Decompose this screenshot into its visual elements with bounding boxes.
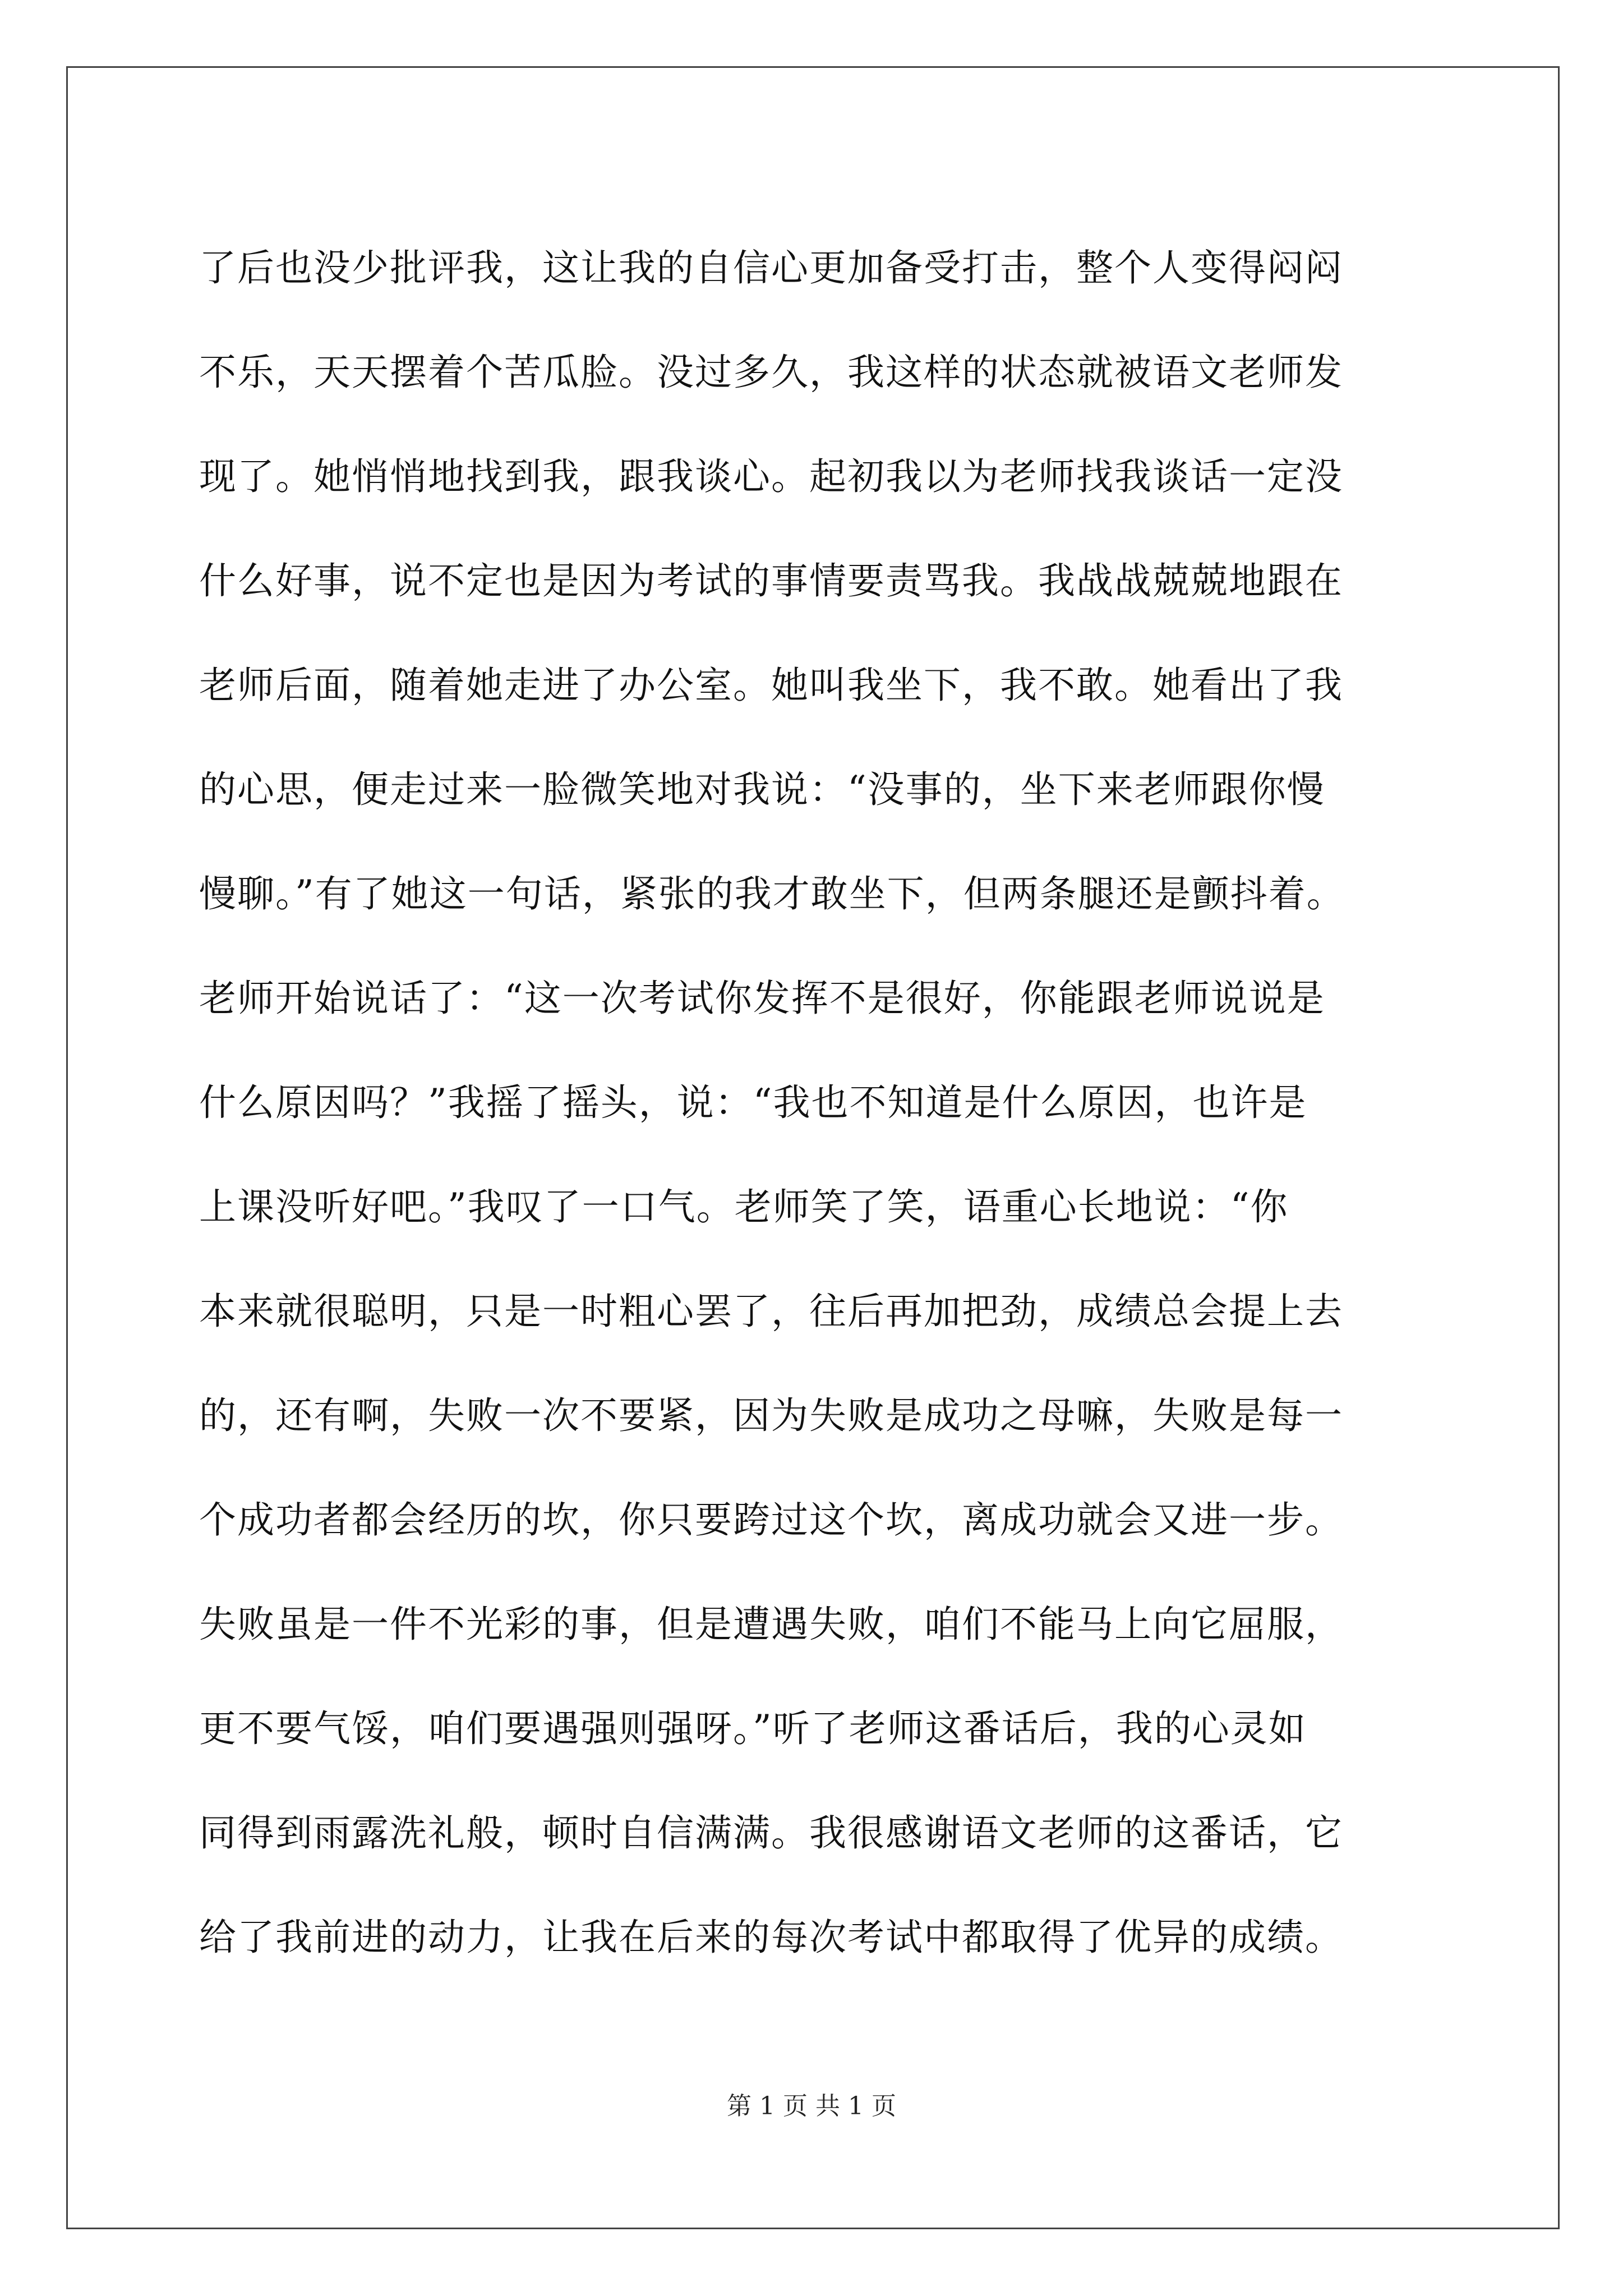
text-line: 个成功者都会经历的坎，你只要跨过这个坎，离成功就会又进一步。: [199, 1498, 1343, 1542]
essay-body: [199, 216, 1433, 1990]
text-line: 老师后面，随着她走进了办公室。她叫我坐下，我不敢。她看出了我: [199, 664, 1343, 707]
text-line: 不乐，天天摆着个苦瓜脸。没过多久，我这样的状态就被语文老师发: [199, 351, 1343, 394]
text-line: 什么好事，说不定也是因为考试的事情要责骂我。我战战兢兢地跟在: [199, 559, 1343, 602]
text-line: 的，还有啊，失败一次不要紧，因为失败是成功之母嘛，失败是每一: [199, 1394, 1343, 1437]
text-line: 了后也没少批评我，这让我的自信心更加备受打击，整个人变得闷闷: [199, 246, 1343, 289]
text-line: 的心思，便走过来一脸微笑地对我说：“没事的，坐下来老师跟你慢: [199, 768, 1325, 811]
page-number-footer: 第 1 页 共 1 页: [727, 2092, 896, 2120]
text-line: 同得到雨露洗礼般，顿时自信满满。我很感谢语文老师的这番话，它: [199, 1811, 1343, 1855]
text-line: 失败虽是一件不光彩的事，但是遭遇失败，咱们不能马上向它屈服，: [199, 1603, 1343, 1646]
text-line: 上课没听好吧。”我叹了一口气。老师笑了笑，语重心长地说：“你: [199, 1185, 1289, 1228]
text-line: 慢聊。”有了她这一句话，紧张的我才敢坐下，但两条腿还是颤抖着。: [199, 872, 1345, 915]
text-line: 什么原因吗？”我摇了摇头，说：“我也不知道是什么原因，也许是: [199, 1081, 1307, 1124]
text-line: 现了。她悄悄地找到我，跟我谈心。起初我以为老师找我谈话一定没: [199, 455, 1343, 498]
text-line: 更不要气馁，咱们要遇强则强呀。”听了老师这番话后，我的心灵如: [199, 1707, 1307, 1750]
text-line: 给了我前进的动力，让我在后来的每次考试中都取得了优异的成绩。: [199, 1916, 1343, 1959]
text-line: 本来就很聪明，只是一时粗心罢了，往后再加把劲，成绩总会提上去: [199, 1290, 1343, 1333]
text-line: 老师开始说话了：“这一次考试你发挥不是很好，你能跟老师说说是: [199, 977, 1325, 1020]
